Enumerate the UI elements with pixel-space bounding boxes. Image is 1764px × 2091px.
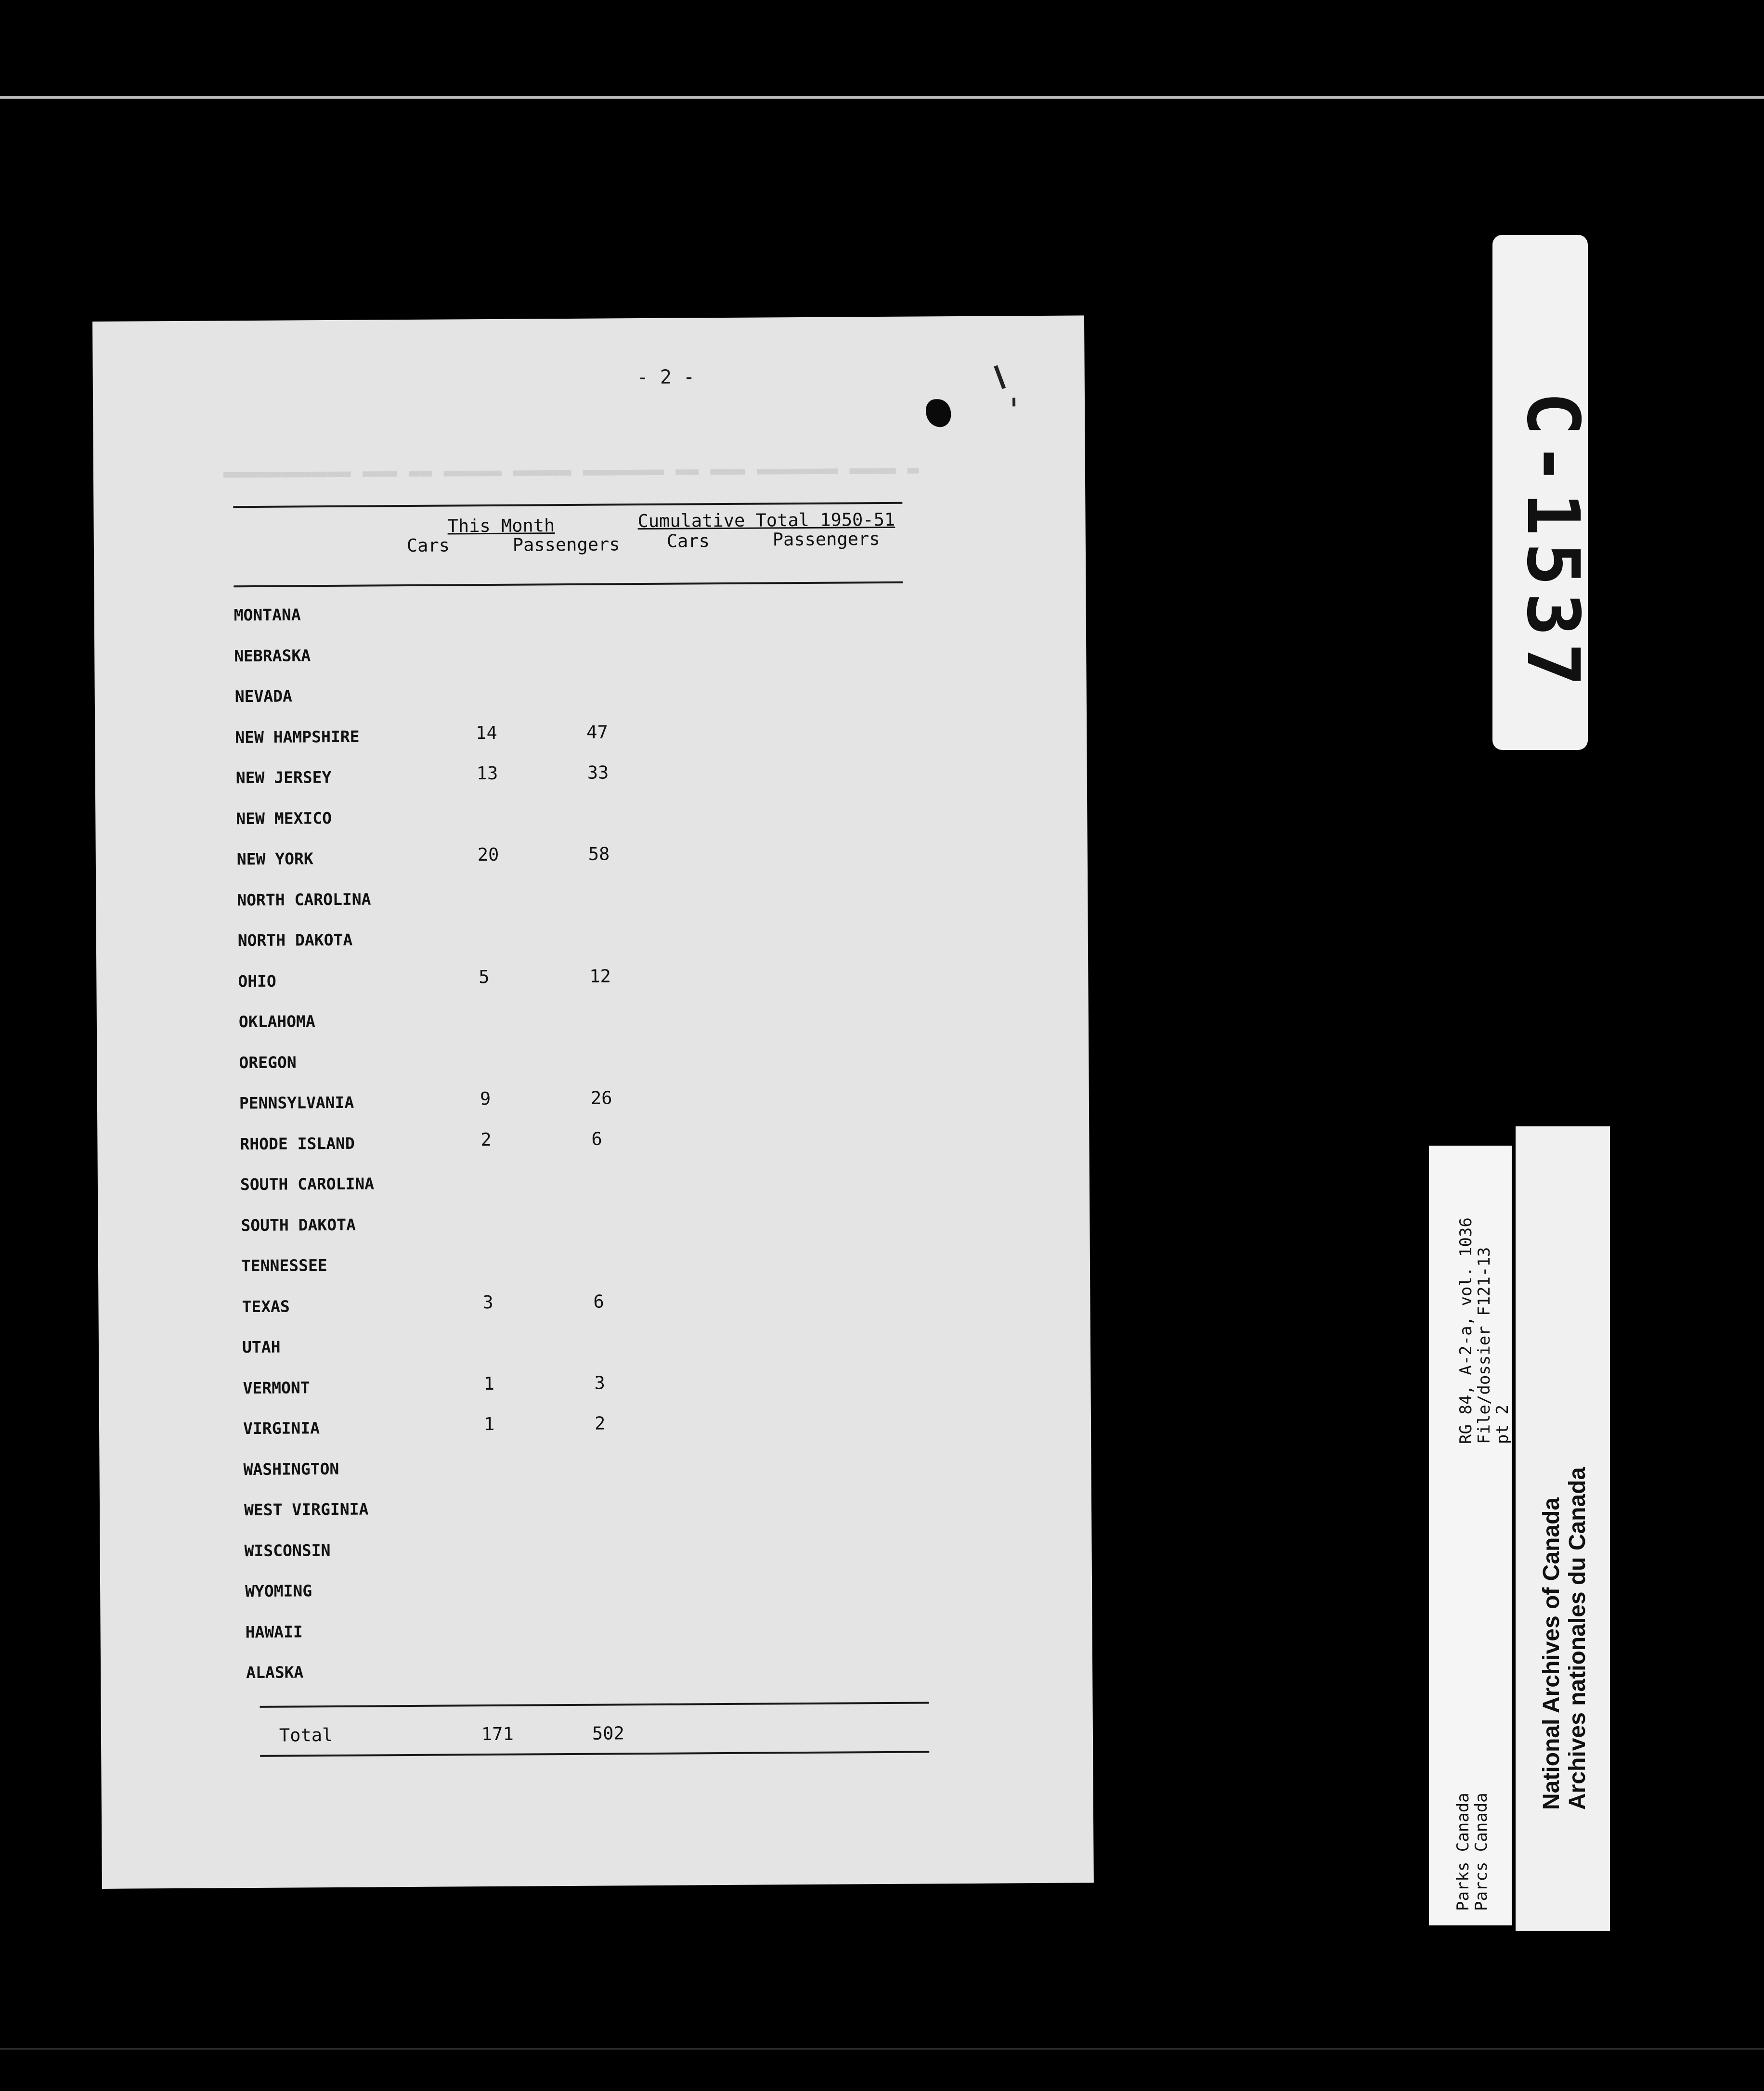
cars-value: 1 [483,1373,494,1394]
state-name: RHODE ISLAND [240,1134,355,1154]
passengers-value: 12 [589,966,611,987]
table-rule-header [233,581,903,587]
cars-value: 5 [479,966,490,988]
state-name: NEW HAMPSHIRE [235,727,360,747]
archive-reference-card [1429,1146,1512,1925]
cars-value: 9 [480,1088,491,1110]
state-name: HAWAII [245,1622,303,1642]
passengers-value: 6 [593,1291,604,1312]
total-cars: 171 [481,1723,514,1745]
archive-name-card [1516,1126,1610,1931]
passengers-value: 58 [588,843,610,865]
state-name: TENNESSEE [241,1256,327,1276]
passengers-value: 26 [590,1087,612,1109]
header-cumulative: Cumulative Total 1950-51 [637,509,895,532]
page-number: - 2 - [636,366,695,389]
scan-border-top [0,96,1764,99]
total-label: Total [279,1725,333,1746]
reference-line-3: pt 2 [1493,1405,1512,1444]
cars-value: 13 [476,762,498,784]
cars-value: 3 [482,1291,493,1313]
state-name: NEW JERSEY [235,767,332,787]
passengers-value: 2 [594,1413,606,1434]
state-name: NEVADA [234,686,293,706]
state-name: NORTH DAKOTA [237,930,353,950]
ink-blot [926,399,951,427]
header-passengers: Passengers [512,534,620,555]
state-name: VERMONT [243,1378,310,1398]
state-name: WEST VIRGINIA [244,1499,369,1520]
archive-name [1539,1467,1591,1810]
passengers-value: 3 [594,1372,605,1394]
passengers-value: 47 [586,722,608,743]
total-passengers: 502 [592,1723,624,1744]
ink-mark [1012,398,1015,406]
agency-en: Parks Canada [1453,1793,1473,1911]
header-cars: Cars [406,535,450,556]
cars-value: 2 [480,1129,492,1150]
state-name: PENNSYLVANIA [239,1093,354,1113]
state-name: TEXAS [242,1297,290,1317]
state-name: MONTANA [233,605,301,625]
state-name: SOUTH CAROLINA [240,1174,375,1194]
state-name: WISCONSIN [244,1541,331,1561]
state-name: NORTH CAROLINA [237,890,371,910]
state-name: VIRGINIA [243,1419,320,1438]
cars-value: 1 [483,1413,495,1435]
state-name: SOUTH DAKOTA [241,1215,356,1235]
scan-border-bottom [0,2048,1764,2050]
bleed-through-text: ▬ ▬▬▬▬ ▬▬▬▬▬▬▬ ▬▬▬ ▬▬ ▬▬▬▬▬▬▬ ▬▬▬▬▬ ▬▬▬▬▬ ▬▬ ▬▬▬ ▬▬▬▬▬▬▬▬▬▬▬ [223,461,920,488]
cars-value: 14 [476,722,497,744]
reference-code [1457,1217,1512,1444]
passengers-value: 6 [591,1128,602,1149]
state-name: NEBRASKA [234,646,311,666]
cars-value: 20 [477,844,499,865]
state-name: OKLAHOMA [238,1012,315,1032]
ink-mark [994,365,1006,389]
state-name: OHIO [238,971,276,991]
archive-name-fr: Archives nationales du Canada [1565,1467,1590,1810]
table-rule-total-top [260,1702,929,1707]
document-page [92,315,1094,1889]
header-passengers-cumulative: Passengers [772,529,880,550]
state-name: NEW YORK [236,849,313,869]
reference-line-1: RG 84, A-2-a, vol. 1036 [1456,1217,1476,1444]
state-name: OREGON [239,1053,297,1072]
agency-name [1454,1793,1491,1911]
state-name: UTAH [242,1337,281,1357]
film-number: C-1537 [1511,392,1595,693]
table-rule-top [233,502,902,508]
table-rule-total-bottom [260,1751,929,1756]
archive-name-en: National Archives of Canada [1539,1497,1564,1810]
state-name: ALASKA [246,1663,304,1682]
state-name: WYOMING [245,1581,312,1601]
state-name: NEW MEXICO [236,808,332,828]
header-this-month: This Month [447,515,555,537]
passengers-value: 33 [587,762,609,783]
state-name: WASHINGTON [243,1459,339,1479]
agency-fr: Parcs Canada [1472,1793,1491,1911]
reference-line-2: File/dossier F121-13 [1475,1247,1494,1444]
header-cars-cumulative: Cars [666,530,710,552]
